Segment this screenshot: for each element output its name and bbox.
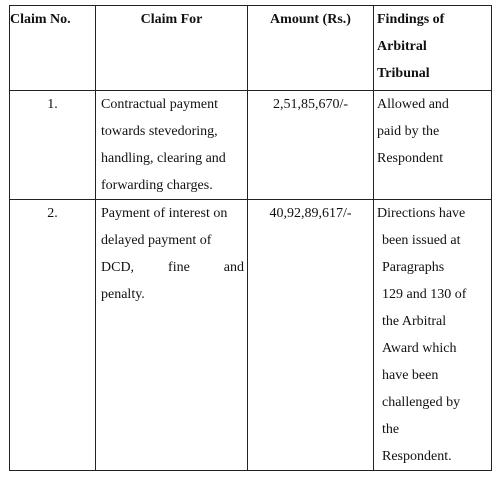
header-findings-line: Arbitral — [377, 39, 427, 54]
amount-text: 40,92,89,617/- — [269, 206, 352, 221]
header-findings-line: Findings of — [377, 12, 445, 27]
table-header-row — [10, 6, 492, 91]
findings-cell — [374, 200, 492, 471]
claim-no-cell — [10, 200, 96, 471]
findings-line: the — [382, 422, 400, 437]
claim-for-line: delayed payment of — [101, 233, 212, 248]
claims-table — [9, 5, 492, 471]
claim-no-cell — [10, 91, 96, 200]
header-claim-no-text: Claim No. — [10, 12, 71, 27]
claim-for-cell — [96, 91, 248, 200]
header-amount-text: Amount (Rs.) — [270, 12, 351, 27]
claim-no-text: 2. — [47, 206, 58, 221]
table-row — [10, 91, 492, 200]
findings-line: have been — [382, 368, 439, 383]
amount-cell — [248, 200, 374, 471]
claim-for-word: fine — [168, 260, 190, 275]
findings-line: Respondent. — [382, 449, 452, 464]
header-claim-for — [96, 6, 248, 91]
findings-line: the Arbitral — [382, 314, 447, 329]
claim-for-line: handling, clearing and — [101, 151, 226, 166]
findings-cell — [374, 91, 492, 200]
claim-for-word: and — [223, 260, 244, 275]
header-findings-line: Tribunal — [377, 66, 430, 81]
claim-for-line: forwarding charges. — [101, 178, 213, 193]
findings-line: Directions have — [377, 206, 466, 221]
claim-for-word: DCD, — [101, 260, 135, 275]
header-claim-for-text: Claim For — [140, 12, 203, 27]
claim-for-line: towards stevedoring, — [101, 124, 218, 139]
table-row — [10, 200, 492, 471]
findings-line: paid by the — [377, 124, 440, 139]
header-findings — [374, 6, 492, 91]
findings-line: Paragraphs — [382, 260, 445, 275]
claim-for-line: penalty. — [101, 287, 145, 302]
header-claim-no — [10, 6, 96, 91]
claim-no-text: 1. — [47, 97, 58, 112]
claim-for-line: Contractual payment — [101, 97, 219, 112]
findings-line: Allowed and — [377, 97, 449, 112]
amount-text: 2,51,85,670/- — [272, 97, 349, 112]
findings-line: been issued at — [382, 233, 461, 248]
findings-line: Award which — [382, 341, 457, 356]
findings-line: Respondent — [377, 151, 444, 166]
header-amount — [248, 6, 374, 91]
claim-for-line — [101, 254, 244, 281]
findings-line: challenged by — [382, 395, 461, 410]
findings-line: 129 and 130 of — [382, 287, 467, 302]
claim-for-cell — [96, 200, 248, 471]
amount-cell — [248, 91, 374, 200]
claim-for-line: Payment of interest on — [101, 206, 228, 221]
